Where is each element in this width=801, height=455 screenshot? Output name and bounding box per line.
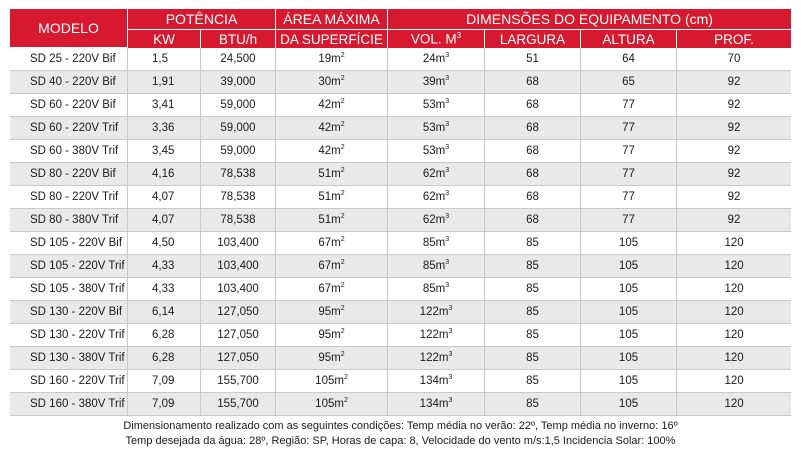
- table-row: [10, 117, 791, 140]
- table-row: [10, 393, 791, 416]
- cell-btu: 78,538: [201, 186, 276, 209]
- cell-area-value: 42m: [318, 122, 341, 134]
- cell-vol-exponent: 3: [448, 374, 453, 382]
- cell-largura: 51: [485, 48, 581, 71]
- cell-area-value: 30m: [318, 76, 341, 88]
- cell-kw: 7,09: [128, 393, 201, 416]
- table-row: [10, 347, 791, 370]
- cell-vol-exponent: 3: [445, 75, 450, 83]
- cell-area-exponent: 2: [340, 98, 345, 106]
- cell-modelo: SD 80 - 220V Trif: [10, 186, 128, 209]
- cell-altura: 105: [581, 255, 677, 278]
- table-row: [10, 163, 791, 186]
- cell-vol-exponent: 3: [445, 213, 450, 221]
- cell-prof: 92: [677, 163, 791, 186]
- cell-vol-value: 134m: [419, 375, 449, 387]
- cell-area: [276, 163, 388, 186]
- cell-modelo: SD 130 - 220V Bif: [10, 301, 128, 324]
- cell-vol: [388, 255, 485, 278]
- cell-btu: 39,000: [201, 71, 276, 94]
- cell-largura: 85: [485, 370, 581, 393]
- cell-kw: 6,14: [128, 301, 201, 324]
- table-row: [10, 278, 791, 301]
- cell-btu: 24,500: [201, 48, 276, 71]
- cell-area-value: 51m: [318, 214, 341, 226]
- cell-vol: [388, 140, 485, 163]
- cell-kw: 1,91: [128, 71, 201, 94]
- header-altura: ALTURA: [581, 30, 677, 48]
- cell-vol: [388, 117, 485, 140]
- cell-btu: 78,538: [201, 163, 276, 186]
- cell-modelo: SD 130 - 380V Trif: [10, 347, 128, 370]
- cell-area-exponent: 2: [340, 328, 345, 336]
- cell-area-exponent: 2: [340, 144, 345, 152]
- header-vol-exponent: 3: [456, 31, 462, 41]
- cell-altura: 77: [581, 209, 677, 232]
- cell-modelo: SD 25 - 220V Bif: [10, 48, 128, 71]
- cell-altura: 77: [581, 140, 677, 163]
- table-row: [10, 140, 791, 163]
- cell-largura: 68: [485, 71, 581, 94]
- cell-vol: [388, 71, 485, 94]
- cell-altura: 77: [581, 117, 677, 140]
- cell-altura: 105: [581, 370, 677, 393]
- table-row: [10, 255, 791, 278]
- cell-largura: 68: [485, 140, 581, 163]
- cell-area-value: 105m: [315, 375, 344, 387]
- cell-area-exponent: 2: [340, 213, 345, 221]
- cell-prof: 120: [677, 347, 791, 370]
- cell-btu: 103,400: [201, 278, 276, 301]
- cell-vol-exponent: 3: [445, 236, 450, 244]
- cell-area-exponent: 2: [340, 351, 345, 359]
- cell-vol-exponent: 3: [445, 259, 450, 267]
- cell-vol-exponent: 3: [448, 328, 453, 336]
- cell-area-exponent: 2: [340, 167, 345, 175]
- spec-table: [10, 9, 791, 416]
- table-row: [10, 209, 791, 232]
- cell-vol-exponent: 3: [445, 121, 450, 129]
- cell-largura: 85: [485, 393, 581, 416]
- cell-prof: 92: [677, 209, 791, 232]
- cell-vol-value: 53m: [422, 122, 446, 134]
- cell-modelo: SD 60 - 380V Trif: [10, 140, 128, 163]
- cell-area: [276, 255, 388, 278]
- cell-vol-value: 53m: [422, 145, 446, 157]
- cell-vol-exponent: 3: [445, 190, 450, 198]
- cell-prof: 92: [677, 117, 791, 140]
- cell-modelo: SD 80 - 380V Trif: [10, 209, 128, 232]
- cell-altura: 105: [581, 232, 677, 255]
- cell-vol-value: 53m: [422, 99, 446, 111]
- table-row: [10, 232, 791, 255]
- cell-vol: [388, 347, 485, 370]
- cell-btu: 127,050: [201, 324, 276, 347]
- cell-vol-exponent: 3: [445, 52, 450, 60]
- cell-area-value: 95m: [318, 306, 341, 318]
- cell-modelo: SD 160 - 380V Trif: [10, 393, 128, 416]
- cell-area-value: 19m: [318, 53, 341, 65]
- header-modelo: MODELO: [10, 9, 128, 48]
- cell-area: [276, 347, 388, 370]
- cell-vol: [388, 301, 485, 324]
- cell-area: [276, 117, 388, 140]
- cell-modelo: SD 80 - 220V Bif: [10, 163, 128, 186]
- cell-area-exponent: 2: [340, 236, 345, 244]
- table-row: [10, 71, 791, 94]
- cell-vol: [388, 48, 485, 71]
- footnote-line-2: Temp desejada da água: 28º, Região: SP, Horas de capa: 8, Velocidade do vento m/s:1,5 Incidencia Solar: 100%: [125, 435, 676, 447]
- cell-largura: 85: [485, 301, 581, 324]
- table-row: [10, 186, 791, 209]
- cell-vol: [388, 209, 485, 232]
- cell-altura: 65: [581, 71, 677, 94]
- cell-altura: 77: [581, 186, 677, 209]
- cell-vol-value: 122m: [419, 329, 449, 341]
- cell-vol-value: 134m: [419, 398, 449, 410]
- table-row: [10, 94, 791, 117]
- cell-kw: 7,09: [128, 370, 201, 393]
- cell-area-exponent: 2: [340, 305, 345, 313]
- cell-modelo: SD 105 - 220V Trif: [10, 255, 128, 278]
- cell-prof: 92: [677, 140, 791, 163]
- cell-kw: 6,28: [128, 347, 201, 370]
- cell-modelo: SD 60 - 220V Bif: [10, 94, 128, 117]
- cell-prof: 70: [677, 48, 791, 71]
- cell-area-value: 42m: [318, 99, 341, 111]
- cell-vol-exponent: 3: [445, 144, 450, 152]
- cell-area: [276, 393, 388, 416]
- cell-area: [276, 370, 388, 393]
- cell-vol-value: 122m: [419, 352, 449, 364]
- cell-vol-value: 85m: [422, 283, 446, 295]
- cell-modelo: SD 160 - 220V Trif: [10, 370, 128, 393]
- cell-altura: 105: [581, 393, 677, 416]
- cell-altura: 77: [581, 163, 677, 186]
- cell-largura: 85: [485, 278, 581, 301]
- cell-largura: 68: [485, 94, 581, 117]
- cell-area: [276, 140, 388, 163]
- cell-btu: 59,000: [201, 140, 276, 163]
- cell-vol: [388, 163, 485, 186]
- header-btu: BTU/h: [201, 30, 276, 48]
- cell-largura: 85: [485, 347, 581, 370]
- header-dimensoes: DIMENSÕES DO EQUIPAMENTO (cm): [388, 9, 791, 30]
- cell-vol-value: 62m: [422, 191, 446, 203]
- cell-kw: 4,33: [128, 255, 201, 278]
- cell-kw: 3,41: [128, 94, 201, 117]
- cell-area-exponent: 2: [343, 397, 348, 405]
- cell-area-exponent: 2: [343, 374, 348, 382]
- cell-area-exponent: 2: [340, 282, 345, 290]
- cell-largura: 85: [485, 232, 581, 255]
- cell-area-exponent: 2: [340, 121, 345, 129]
- cell-btu: 155,700: [201, 370, 276, 393]
- cell-area-exponent: 2: [340, 259, 345, 267]
- cell-vol-value: 62m: [422, 168, 446, 180]
- cell-vol: [388, 370, 485, 393]
- header-kw: KW: [128, 30, 201, 48]
- cell-kw: 4,33: [128, 278, 201, 301]
- cell-vol-value: 24m: [422, 53, 446, 65]
- cell-area: [276, 301, 388, 324]
- cell-vol-exponent: 3: [448, 305, 453, 313]
- cell-area: [276, 48, 388, 71]
- cell-largura: 68: [485, 186, 581, 209]
- header-largura: LARGURA: [485, 30, 581, 48]
- cell-largura: 68: [485, 117, 581, 140]
- cell-vol-exponent: 3: [445, 98, 450, 106]
- cell-prof: 120: [677, 301, 791, 324]
- cell-area-value: 42m: [318, 145, 341, 157]
- cell-vol-value: 122m: [419, 306, 449, 318]
- cell-area-value: 67m: [318, 237, 341, 249]
- cell-vol-value: 85m: [422, 237, 446, 249]
- header-area-maxima: ÁREA MÁXIMA: [276, 9, 388, 30]
- cell-btu: 103,400: [201, 232, 276, 255]
- table-row: [10, 48, 791, 71]
- cell-area-value: 51m: [318, 168, 341, 180]
- cell-modelo: SD 105 - 380V Trif: [10, 278, 128, 301]
- cell-vol-exponent: 3: [448, 351, 453, 359]
- cell-prof: 92: [677, 71, 791, 94]
- cell-area: [276, 232, 388, 255]
- cell-vol-value: 62m: [422, 214, 446, 226]
- header-vol-label: VOL. M: [410, 31, 457, 47]
- cell-prof: 92: [677, 94, 791, 117]
- cell-vol: [388, 94, 485, 117]
- cell-prof: 92: [677, 186, 791, 209]
- cell-altura: 105: [581, 324, 677, 347]
- cell-largura: 68: [485, 163, 581, 186]
- cell-prof: 120: [677, 324, 791, 347]
- cell-area-value: 95m: [318, 329, 341, 341]
- cell-area: [276, 186, 388, 209]
- cell-vol-exponent: 3: [445, 282, 450, 290]
- cell-area-exponent: 2: [340, 190, 345, 198]
- cell-vol-exponent: 3: [448, 397, 453, 405]
- cell-area-value: 67m: [318, 283, 341, 295]
- footnote: [0, 419, 801, 449]
- cell-area-value: 51m: [318, 191, 341, 203]
- cell-modelo: SD 105 - 220V Bif: [10, 232, 128, 255]
- cell-altura: 105: [581, 301, 677, 324]
- cell-vol-exponent: 3: [445, 167, 450, 175]
- cell-area-value: 95m: [318, 352, 341, 364]
- cell-kw: 6,28: [128, 324, 201, 347]
- cell-btu: 59,000: [201, 117, 276, 140]
- cell-modelo: SD 60 - 220V Trif: [10, 117, 128, 140]
- cell-kw: 4,07: [128, 209, 201, 232]
- cell-area: [276, 94, 388, 117]
- cell-area: [276, 324, 388, 347]
- cell-prof: 120: [677, 370, 791, 393]
- cell-area-value: 67m: [318, 260, 341, 272]
- cell-modelo: SD 130 - 220V Trif: [10, 324, 128, 347]
- cell-prof: 120: [677, 393, 791, 416]
- header-row-sub: [10, 30, 791, 48]
- header-potencia: POTÊNCIA: [128, 9, 276, 30]
- cell-kw: 1,5: [128, 48, 201, 71]
- cell-kw: 4,16: [128, 163, 201, 186]
- cell-kw: 4,50: [128, 232, 201, 255]
- cell-btu: 59,000: [201, 94, 276, 117]
- cell-btu: 103,400: [201, 255, 276, 278]
- table-row: [10, 324, 791, 347]
- cell-vol-value: 85m: [422, 260, 446, 272]
- cell-btu: 155,700: [201, 393, 276, 416]
- table-body: [10, 48, 791, 416]
- header-da-superficie: DA SUPERFÍCIE: [276, 30, 388, 48]
- table-row: [10, 370, 791, 393]
- cell-btu: 78,538: [201, 209, 276, 232]
- cell-vol-value: 39m: [422, 76, 446, 88]
- table-row: [10, 301, 791, 324]
- cell-modelo: SD 40 - 220V Bif: [10, 71, 128, 94]
- cell-prof: 120: [677, 278, 791, 301]
- cell-vol: [388, 393, 485, 416]
- cell-largura: 85: [485, 324, 581, 347]
- cell-altura: 105: [581, 278, 677, 301]
- cell-prof: 120: [677, 255, 791, 278]
- footnote-line-1: Dimensionamento realizado com as seguintes condições: Temp média no verão: 22º, Temp média no inverno: 16º: [123, 420, 678, 432]
- cell-area-value: 105m: [315, 398, 344, 410]
- cell-btu: 127,050: [201, 301, 276, 324]
- cell-area: [276, 209, 388, 232]
- cell-largura: 68: [485, 209, 581, 232]
- cell-vol: [388, 278, 485, 301]
- cell-vol: [388, 186, 485, 209]
- header-vol: [388, 30, 485, 48]
- cell-vol: [388, 324, 485, 347]
- cell-area-exponent: 2: [340, 75, 345, 83]
- cell-prof: 120: [677, 232, 791, 255]
- header-prof: PROF.: [677, 30, 791, 48]
- cell-area-exponent: 2: [340, 52, 345, 60]
- cell-kw: 4,07: [128, 186, 201, 209]
- cell-largura: 85: [485, 255, 581, 278]
- cell-btu: 127,050: [201, 347, 276, 370]
- cell-altura: 105: [581, 347, 677, 370]
- cell-altura: 64: [581, 48, 677, 71]
- cell-kw: 3,36: [128, 117, 201, 140]
- cell-area: [276, 71, 388, 94]
- cell-vol: [388, 232, 485, 255]
- cell-area: [276, 278, 388, 301]
- cell-altura: 77: [581, 94, 677, 117]
- cell-kw: 3,45: [128, 140, 201, 163]
- header-row-top: [10, 9, 791, 30]
